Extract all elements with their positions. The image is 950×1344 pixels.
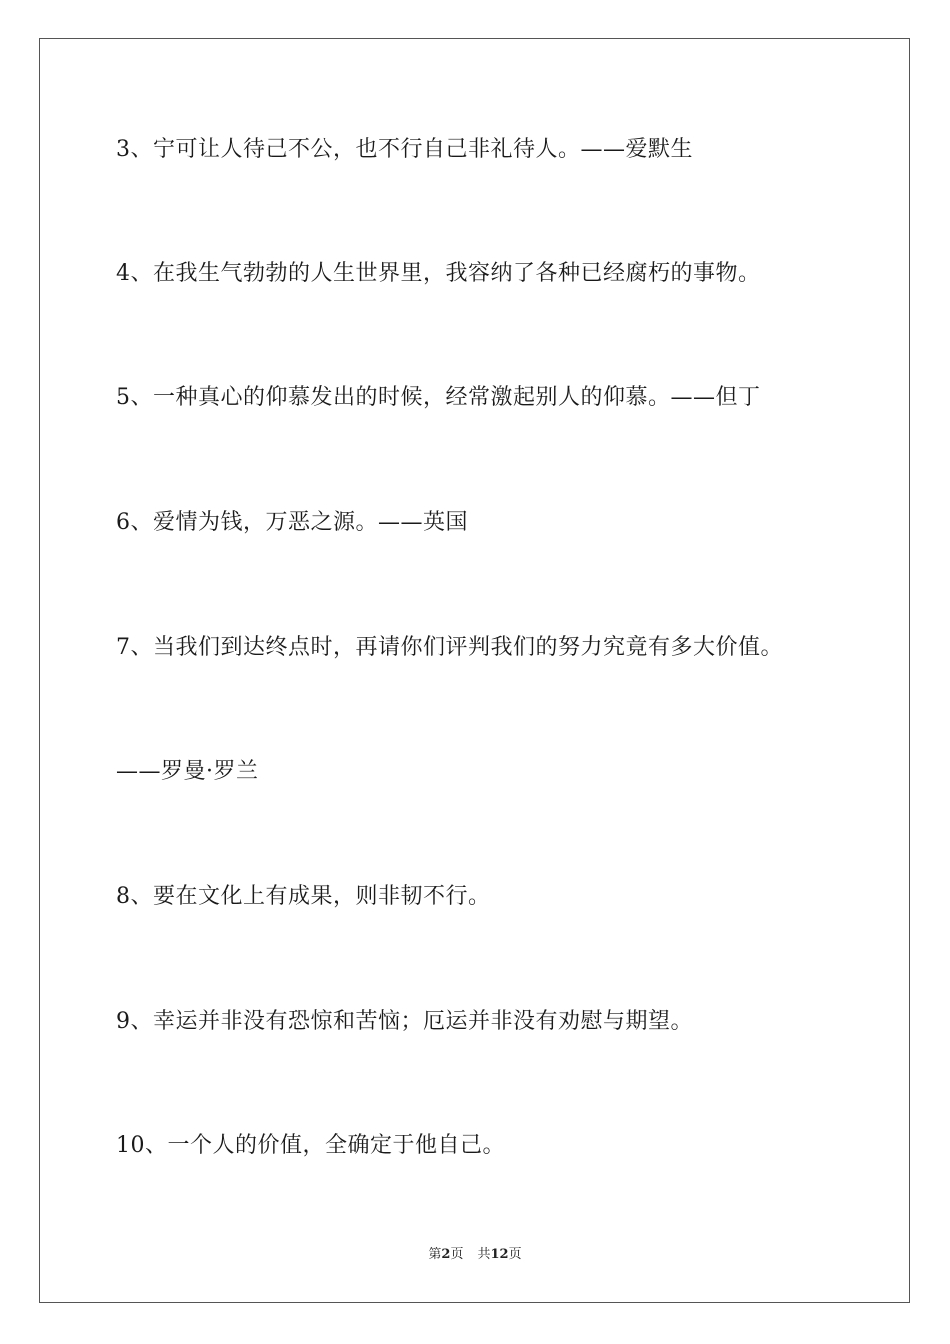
footer-page-suffix: 页 <box>450 1247 464 1262</box>
quote-line-5: 5、一种真心的仰慕发出的时候，经常激起别人的仰慕。——但丁 <box>116 385 761 410</box>
footer-page-number: 2 <box>441 1247 451 1262</box>
quote-line-3: 3、宁可让人待己不公，也不行自己非礼待人。——爱默生 <box>116 137 693 162</box>
footer-total-pages: 12 <box>490 1247 509 1262</box>
page-footer <box>0 1246 950 1264</box>
footer-page-prefix: 第 <box>428 1247 442 1262</box>
page-border <box>39 38 910 1303</box>
quote-line-4: 4、在我生气勃勃的人生世界里，我容纳了各种已经腐朽的事物。 <box>116 261 761 286</box>
quote-line-6: 6、爱情为钱，万恶之源。——英国 <box>116 510 468 535</box>
quote-line-8: 8、要在文化上有成果，则非韧不行。 <box>116 884 491 909</box>
footer-total-prefix: 共 <box>477 1247 491 1262</box>
quote-line-7-attribution: ——罗曼·罗兰 <box>116 759 259 784</box>
quote-line-10: 10、一个人的价值，全确定于他自己。 <box>116 1133 505 1158</box>
quote-line-9: 9、幸运并非没有恐惊和苦恼；厄运并非没有劝慰与期望。 <box>116 1009 693 1034</box>
footer-total-suffix: 页 <box>508 1247 522 1262</box>
quote-line-7: 7、当我们到达终点时，再请你们评判我们的努力究竟有多大价值。 <box>116 635 783 660</box>
